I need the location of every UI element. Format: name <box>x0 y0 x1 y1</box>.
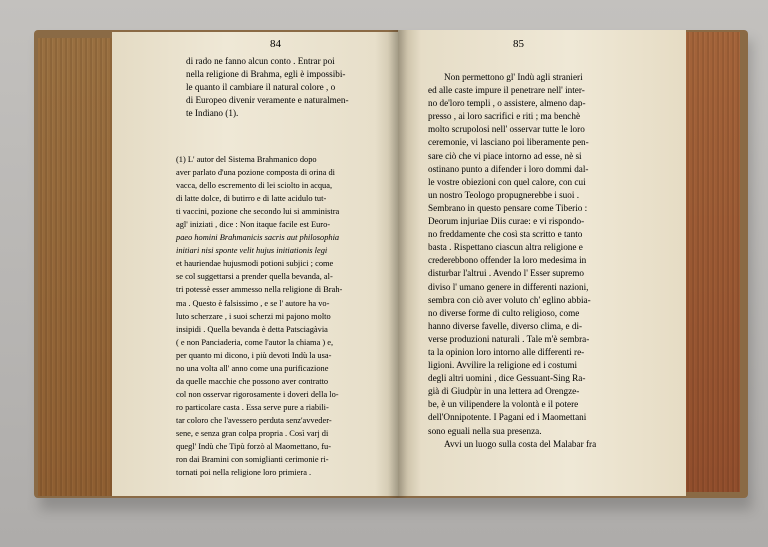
note-line: tri potessè esser ammesso nella religione di Brah- <box>176 285 343 295</box>
note-line: ti vaccini, pozione che secondo lui si amministra <box>176 207 340 217</box>
text-line: Non permettono gl' Indù agli stranieri <box>444 72 583 82</box>
left-page-number: 84 <box>270 38 281 50</box>
text-line: un nostro Teologo propugnerebbe i suoi . <box>428 189 580 200</box>
note-line: insipidi . Quella bevanda è detta Patsciagàvia <box>176 324 328 334</box>
text-line: Sembrano in questo pensare come Tiberio : <box>428 202 588 213</box>
text-line: hanno diverse favelle, diverso clima, e di- <box>428 320 583 331</box>
text-line: diviso l' umano genere in differenti nazioni, <box>428 281 589 292</box>
left-page-edges <box>38 38 120 496</box>
right-page-edges <box>680 32 740 492</box>
text-line: già di Giudpùr in una lettera ad Orengze- <box>428 386 580 397</box>
text-line: le vostre obiezioni con quel calore, con cui <box>428 176 586 187</box>
note-line: ( e non Panciaderia, come l'autor la chiama ) e, <box>176 337 334 347</box>
text-line: no freddamente che così sta scritto e tanto <box>428 229 583 240</box>
text-line: sembra con ciò aver voluto ch' eglino abbia- <box>428 294 591 305</box>
text-line: te Indiano (1). <box>186 108 239 119</box>
text-line: molto scrupolosi nell' osservar tutte le loro <box>428 124 585 135</box>
note-line: ro particolare casta . Essa serve pure a riabili- <box>176 402 329 412</box>
text-line: Deorum injuriae Diis curae: e vi rispondo- <box>428 216 585 227</box>
note-line: da quelle macchie che possono aver contratto <box>176 376 329 386</box>
note-line: no una volta all' anno come una purificazione <box>176 363 329 373</box>
note-line: aver parlato d'una pozione composta di orina di <box>176 168 335 178</box>
text-line: disturbar l'altrui . Avendo l' Esser supremo <box>428 268 584 279</box>
note-line: ron dai Bramini con somiglianti cerimonie ri- <box>176 455 329 465</box>
text-line: Avvi un luogo sulla costa del Malabar fra <box>444 438 597 449</box>
note-line: vacca, dello escremento di lei sciolto in acqua, <box>176 181 333 191</box>
text-line: dell'Onnipotente. I Pagani ed i Maomettani <box>428 412 587 423</box>
note-line: quegl' Indù che Tipù forzò al Maomettano, fu- <box>176 442 332 452</box>
text-line: no de'loro templi , o assistere, almeno dap- <box>428 98 586 109</box>
note-line: di latte dolce, di butirro e di latte acidulo tut- <box>176 194 327 204</box>
text-line: ostinano punto a difender i loro dommi dal- <box>428 163 589 174</box>
note-line: luto scherzare , i suoi scherzi mi pajono molto <box>176 311 331 321</box>
note-line: sene, e senza gran colpa propria . Così varj di <box>176 428 329 438</box>
note-line: col non osservar rigorosamente i doveri della lo- <box>176 389 339 399</box>
text-line: sono eguali nella sua presenza. <box>428 425 542 436</box>
text-line: be, è un vilipendere la volontà e il potere <box>428 399 579 410</box>
text-line: di rado ne fanno alcun conto . Entrar poi <box>186 56 335 66</box>
text-line: di Europeo divenir veramente e naturalmen- <box>186 95 349 106</box>
left-main-text <box>186 55 349 120</box>
note-line: et hauriendae hujusmodi potioni subjici ; come <box>176 259 334 269</box>
left-footnote <box>176 153 342 479</box>
note-line: paeo homini Brahmanicis sacris aut philosophia <box>176 233 340 243</box>
text-line: le quanto il cambiare il natural colore , o <box>186 82 336 93</box>
note-line: ma . Questo è falsissimo , e se l' autore ha vo- <box>176 298 330 308</box>
text-line: no diverse forme di culto religioso, come <box>428 307 580 318</box>
text-line: crederebbono offender la loro medesima in <box>428 255 587 266</box>
right-page-number: 85 <box>513 38 524 50</box>
note-line: se col suggettarsi a prender quella bevanda, al- <box>176 272 333 282</box>
text-line: degli altri uomini , dice Gessuant-Sing Ra- <box>428 373 586 384</box>
text-line: sare ciò che vi piace intorno ad esse, nè si <box>428 150 582 161</box>
book-gutter <box>388 30 408 498</box>
text-line: ceremonie, vi lasciano poi liberamente pen- <box>428 137 589 148</box>
text-line: ta la opinion loro intorno alle differenti re- <box>428 346 585 357</box>
text-line: ligioni. Avvilire la religione ed i costumi <box>428 360 578 371</box>
note-line: agl' iniziati , dice : Non itaque facile est Euro- <box>176 220 331 230</box>
note-line: (1) L' autor del Sistema Brahmanico dopo <box>176 155 317 164</box>
note-line: tornati poi nella religione loro primiera . <box>176 468 312 478</box>
text-line: presso , ai loro sacrifici e riti ; ma benchè <box>428 111 581 122</box>
text-line: nella religione di Brahma, egli è impossibi- <box>186 69 346 80</box>
note-line: tar coloro che l'avessero perduta senz'avveder- <box>176 415 332 425</box>
text-line: basta . Rispettano ciascun altra religione e <box>428 242 583 253</box>
text-line: verse produzioni naturali . Tale m'è sembra- <box>428 333 590 344</box>
text-line: ed alle caste impure il penetrare nell' inter- <box>428 85 585 96</box>
note-line: per quanto mi dicono, i più devoti Indù la usa- <box>176 350 332 360</box>
note-line: initiari nisi sponte velit hujus initiationis legi <box>176 246 328 256</box>
right-main-text <box>428 71 596 451</box>
